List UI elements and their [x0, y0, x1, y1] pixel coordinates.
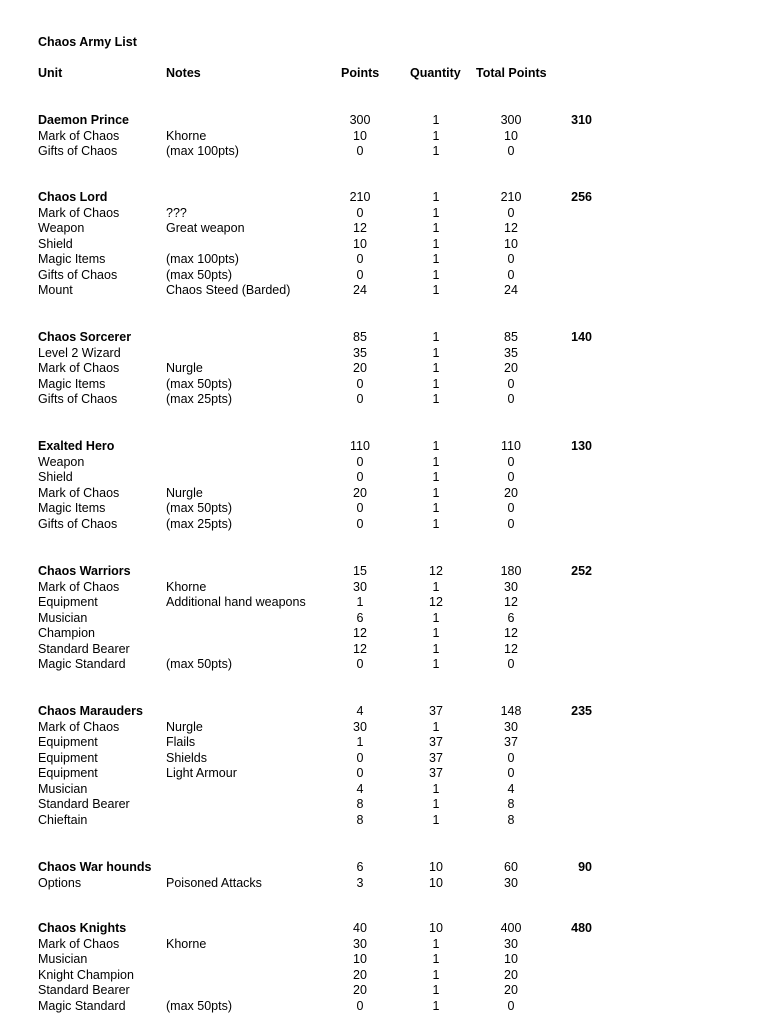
cell-unit: Knight Champion: [38, 967, 134, 982]
cell-total: 0: [507, 516, 515, 531]
cell-points: 24: [353, 283, 367, 297]
unit-option-row: [0, 470, 768, 486]
cell-unit: Weapon: [38, 221, 85, 235]
cell-total: 24: [504, 283, 518, 297]
cell-total: 0: [507, 998, 515, 1013]
cell-notes: Additional hand weapons: [166, 595, 306, 609]
unit-group: [0, 860, 768, 891]
cell-quantity: 1: [432, 144, 440, 158]
group-subtotal: 480: [571, 921, 592, 935]
cell-unit: Level 2 Wizard: [38, 345, 121, 360]
cell-total: 20: [504, 967, 518, 982]
cell-total: 20: [504, 983, 518, 997]
page-title: Chaos Army List: [38, 35, 137, 49]
cell-quantity: 1: [432, 454, 440, 469]
cell-total: 110: [501, 439, 521, 453]
cell-quantity: 1: [432, 967, 440, 982]
unit-main-row: [0, 860, 768, 876]
cell-unit: Shield: [38, 236, 73, 251]
unit-option-row: [0, 797, 768, 813]
cell-points: 20: [353, 361, 367, 375]
cell-quantity: 1: [432, 267, 440, 282]
unit-option-row: [0, 611, 768, 627]
unit-group: [0, 704, 768, 828]
cell-quantity: 1: [432, 439, 440, 453]
unit-option-row: [0, 782, 768, 798]
cell-notes: Khorne: [166, 128, 207, 143]
unit-option-row: [0, 735, 768, 751]
cell-notes: Light Armour: [166, 766, 237, 780]
cell-points: 0: [356, 144, 364, 158]
cell-total: 0: [507, 376, 515, 391]
unit-option-row: [0, 983, 768, 999]
cell-unit: Gifts of Chaos: [38, 516, 118, 531]
unit-option-row: [0, 642, 768, 658]
unit-option-row: [0, 501, 768, 517]
cell-points: 6: [356, 860, 364, 874]
cell-points: 0: [356, 252, 364, 266]
cell-quantity: 1: [432, 501, 440, 515]
cell-quantity: 1: [432, 205, 440, 220]
cell-notes: Khorne: [166, 579, 207, 594]
cell-quantity: 1: [432, 345, 440, 360]
cell-notes: Flails: [166, 735, 196, 749]
group-subtotal: 130: [571, 439, 592, 453]
cell-points: 20: [353, 485, 367, 500]
cell-total: 12: [504, 595, 518, 609]
cell-total: 30: [504, 579, 518, 594]
cell-total: 0: [507, 501, 515, 515]
cell-points: 8: [356, 812, 364, 827]
header-unit: Unit: [38, 66, 63, 80]
cell-points: 1: [356, 595, 364, 609]
cell-notes: Shields: [166, 750, 207, 765]
cell-total: 10: [504, 952, 518, 966]
unit-option-row: [0, 580, 768, 596]
cell-quantity: 1: [432, 998, 440, 1013]
cell-quantity: 37: [429, 735, 443, 749]
unit-option-row: [0, 377, 768, 393]
cell-unit: Magic Items: [38, 376, 106, 391]
cell-unit: Mark of Chaos: [38, 205, 120, 220]
unit-option-row: [0, 968, 768, 984]
cell-points: 30: [353, 936, 367, 951]
cell-quantity: 10: [429, 860, 443, 874]
cell-points: 0: [356, 501, 364, 515]
cell-total: 300: [500, 113, 522, 127]
cell-total: 6: [507, 610, 515, 625]
cell-points: 12: [353, 626, 367, 640]
cell-total: 0: [507, 205, 515, 220]
unit-option-row: [0, 392, 768, 408]
cell-quantity: 1: [432, 470, 440, 484]
cell-total: 4: [507, 781, 515, 796]
unit-option-row: [0, 766, 768, 782]
group-subtotal: 140: [571, 330, 592, 344]
cell-quantity: 1: [432, 221, 440, 235]
group-subtotal: 90: [578, 860, 592, 874]
cell-notes: (max 50pts): [166, 376, 232, 391]
cell-points: 0: [356, 205, 364, 220]
cell-notes: (max 50pts): [166, 267, 232, 282]
unit-option-row: [0, 751, 768, 767]
cell-points: 0: [356, 267, 364, 282]
unit-option-row: [0, 252, 768, 268]
cell-quantity: 1: [432, 330, 440, 344]
unit-main-row: [0, 439, 768, 455]
group-subtotal: 235: [571, 704, 592, 718]
cell-total: 37: [504, 735, 518, 749]
cell-quantity: 37: [429, 766, 443, 780]
cell-points: 0: [356, 657, 364, 671]
cell-notes: (max 25pts): [166, 392, 232, 406]
cell-quantity: 12: [429, 564, 443, 578]
cell-unit: Chaos Warriors: [38, 564, 131, 578]
cell-unit: Mark of Chaos: [38, 361, 120, 375]
cell-unit: Standard Bearer: [38, 797, 130, 811]
cell-unit: Musician: [38, 781, 88, 796]
cell-total: 0: [507, 267, 515, 282]
cell-notes: Poisoned Attacks: [166, 875, 262, 890]
cell-quantity: 37: [429, 704, 443, 718]
unit-option-row: [0, 937, 768, 953]
cell-unit: Chaos Sorcerer: [38, 330, 132, 344]
cell-quantity: 1: [432, 113, 440, 127]
cell-total: 12: [504, 641, 518, 656]
cell-points: 300: [349, 113, 371, 127]
cell-total: 35: [504, 345, 518, 360]
cell-points: 40: [353, 921, 367, 935]
unit-option-row: [0, 486, 768, 502]
unit-option-row: [0, 361, 768, 377]
cell-total: 8: [507, 812, 515, 827]
group-subtotal: 256: [571, 190, 592, 204]
cell-unit: Exalted Hero: [38, 439, 115, 453]
cell-unit: Equipment: [38, 750, 98, 765]
unit-group: [0, 921, 768, 1014]
cell-unit: Standard Bearer: [38, 641, 130, 656]
cell-quantity: 1: [432, 610, 440, 625]
unit-option-row: [0, 206, 768, 222]
unit-option-row: [0, 876, 768, 892]
cell-total: 400: [500, 921, 522, 935]
unit-group: [0, 564, 768, 673]
cell-quantity: 1: [432, 376, 440, 391]
cell-quantity: 1: [432, 657, 440, 671]
cell-quantity: 1: [432, 516, 440, 531]
cell-quantity: 1: [432, 797, 440, 811]
cell-points: 35: [353, 345, 367, 360]
cell-points: 0: [356, 766, 364, 780]
cell-total: 180: [500, 564, 522, 578]
cell-notes: (max 100pts): [166, 252, 239, 266]
unit-option-row: [0, 952, 768, 968]
cell-notes: Khorne: [166, 936, 207, 951]
unit-option-row: [0, 283, 768, 299]
cell-total: 20: [504, 361, 518, 375]
cell-total: 0: [507, 750, 515, 765]
cell-quantity: 1: [432, 626, 440, 640]
cell-quantity: 1: [432, 361, 440, 375]
cell-points: 30: [353, 579, 367, 594]
cell-total: 12: [504, 221, 518, 235]
cell-notes: (max 25pts): [166, 516, 232, 531]
cell-unit: Mark of Chaos: [38, 579, 120, 594]
group-subtotal: 252: [571, 564, 592, 578]
cell-total: 10: [504, 236, 518, 251]
cell-points: 0: [356, 376, 364, 391]
cell-quantity: 1: [432, 128, 440, 143]
cell-total: 30: [504, 936, 518, 951]
cell-quantity: 1: [432, 236, 440, 251]
cell-points: 210: [349, 190, 371, 204]
group-subtotal: 310: [571, 113, 592, 127]
cell-total: 0: [507, 766, 515, 780]
unit-option-row: [0, 221, 768, 237]
cell-points: 12: [353, 641, 367, 656]
cell-quantity: 1: [432, 812, 440, 827]
unit-option-row: [0, 144, 768, 160]
header-quantity: Quantity: [410, 66, 461, 80]
cell-quantity: 1: [432, 283, 440, 297]
cell-notes: (max 50pts): [166, 998, 232, 1013]
cell-points: 0: [356, 470, 364, 484]
cell-points: 0: [356, 998, 364, 1013]
cell-unit: Chieftain: [38, 812, 88, 827]
cell-notes: Nurgle: [166, 485, 203, 500]
cell-unit: Equipment: [38, 735, 98, 749]
cell-quantity: 10: [429, 875, 443, 890]
cell-points: 8: [356, 797, 364, 811]
cell-unit: Gifts of Chaos: [38, 392, 118, 406]
cell-total: 0: [507, 470, 515, 484]
cell-points: 1: [356, 735, 364, 749]
cell-quantity: 1: [432, 781, 440, 796]
cell-quantity: 1: [432, 719, 440, 734]
cell-unit: Options: [38, 875, 82, 890]
unit-option-row: [0, 129, 768, 145]
cell-total: 20: [504, 485, 518, 500]
cell-notes: (max 100pts): [166, 144, 239, 158]
cell-points: 6: [356, 610, 364, 625]
cell-unit: Mark of Chaos: [38, 936, 120, 951]
cell-unit: Daemon Prince: [38, 113, 130, 127]
header-total-points: Total Points: [476, 66, 547, 80]
unit-option-row: [0, 346, 768, 362]
cell-quantity: 1: [432, 190, 440, 204]
cell-notes: (max 50pts): [166, 657, 232, 671]
cell-total: 12: [504, 626, 518, 640]
cell-notes: Chaos Steed (Barded): [166, 283, 291, 297]
cell-total: 30: [504, 719, 518, 734]
cell-points: 20: [353, 967, 367, 982]
cell-total: 30: [504, 875, 518, 890]
cell-unit: Mark of Chaos: [38, 485, 120, 500]
cell-unit: Magic Items: [38, 501, 106, 515]
cell-points: 4: [356, 704, 364, 718]
cell-quantity: 1: [432, 983, 440, 997]
cell-total: 8: [507, 797, 515, 811]
cell-points: 12: [353, 221, 367, 235]
cell-unit: Standard Bearer: [38, 983, 130, 997]
unit-main-row: [0, 190, 768, 206]
cell-notes: (max 50pts): [166, 501, 232, 515]
cell-notes: Nurgle: [166, 361, 203, 375]
unit-option-row: [0, 813, 768, 829]
header-points: Points: [341, 66, 380, 80]
cell-unit: Weapon: [38, 454, 85, 469]
cell-quantity: 1: [432, 252, 440, 266]
cell-unit: Gifts of Chaos: [38, 144, 118, 158]
unit-main-row: [0, 564, 768, 580]
unit-option-row: [0, 455, 768, 471]
cell-unit: Mount: [38, 283, 73, 297]
cell-total: 0: [507, 252, 515, 266]
cell-quantity: 1: [432, 485, 440, 500]
cell-points: 10: [353, 952, 367, 966]
cell-points: 0: [356, 392, 364, 406]
cell-notes: Nurgle: [166, 719, 203, 734]
cell-total: 60: [504, 860, 518, 874]
cell-quantity: 10: [429, 921, 443, 935]
cell-unit: Magic Items: [38, 252, 106, 266]
cell-points: 4: [356, 781, 364, 796]
unit-group: [0, 439, 768, 532]
cell-unit: Chaos War hounds: [38, 860, 152, 874]
cell-unit: Chaos Marauders: [38, 704, 143, 718]
unit-group: [0, 330, 768, 408]
cell-unit: Champion: [38, 626, 95, 640]
cell-points: 30: [353, 719, 367, 734]
cell-notes: Great weapon: [166, 221, 245, 235]
cell-unit: Magic Standard: [38, 998, 126, 1013]
cell-unit: Shield: [38, 470, 73, 484]
unit-main-row: [0, 704, 768, 720]
unit-option-row: [0, 595, 768, 611]
cell-total: 0: [507, 144, 515, 158]
cell-points: 10: [353, 236, 367, 251]
cell-total: 148: [500, 704, 522, 718]
cell-quantity: 37: [429, 750, 443, 765]
cell-notes: ???: [166, 205, 187, 220]
unit-group: [0, 113, 768, 160]
cell-unit: Equipment: [38, 766, 98, 780]
cell-points: 110: [350, 439, 370, 453]
unit-option-row: [0, 517, 768, 533]
unit-option-row: [0, 657, 768, 673]
cell-unit: Mark of Chaos: [38, 128, 120, 143]
unit-option-row: [0, 999, 768, 1015]
cell-total: 10: [504, 128, 518, 143]
cell-points: 10: [353, 128, 367, 143]
cell-unit: Equipment: [38, 595, 98, 609]
cell-quantity: 1: [432, 579, 440, 594]
unit-option-row: [0, 626, 768, 642]
cell-quantity: 1: [432, 641, 440, 656]
unit-group: [0, 190, 768, 299]
cell-points: 15: [353, 564, 367, 578]
unit-main-row: [0, 330, 768, 346]
cell-total: 0: [507, 657, 515, 671]
cell-unit: Chaos Lord: [38, 190, 108, 204]
cell-total: 85: [504, 330, 518, 344]
cell-total: 0: [507, 392, 515, 406]
cell-total: 210: [500, 190, 522, 204]
cell-quantity: 1: [432, 952, 440, 966]
unit-option-row: [0, 237, 768, 253]
cell-quantity: 1: [432, 936, 440, 951]
cell-quantity: 12: [429, 595, 443, 609]
cell-points: 0: [356, 516, 364, 531]
unit-main-row: [0, 921, 768, 937]
cell-unit: Mark of Chaos: [38, 719, 120, 734]
cell-points: 3: [356, 875, 364, 890]
cell-points: 0: [356, 750, 364, 765]
cell-points: 0: [356, 454, 364, 469]
cell-unit: Magic Standard: [38, 657, 126, 671]
unit-option-row: [0, 268, 768, 284]
cell-quantity: 1: [432, 392, 440, 406]
unit-main-row: [0, 113, 768, 129]
header-notes: Notes: [166, 66, 201, 80]
cell-unit: Chaos Knights: [38, 921, 127, 935]
cell-unit: Musician: [38, 952, 88, 966]
unit-option-row: [0, 720, 768, 736]
cell-points: 85: [353, 330, 367, 344]
cell-unit: Musician: [38, 610, 88, 625]
cell-total: 0: [507, 454, 515, 469]
cell-points: 20: [353, 983, 367, 997]
cell-unit: Gifts of Chaos: [38, 267, 118, 282]
